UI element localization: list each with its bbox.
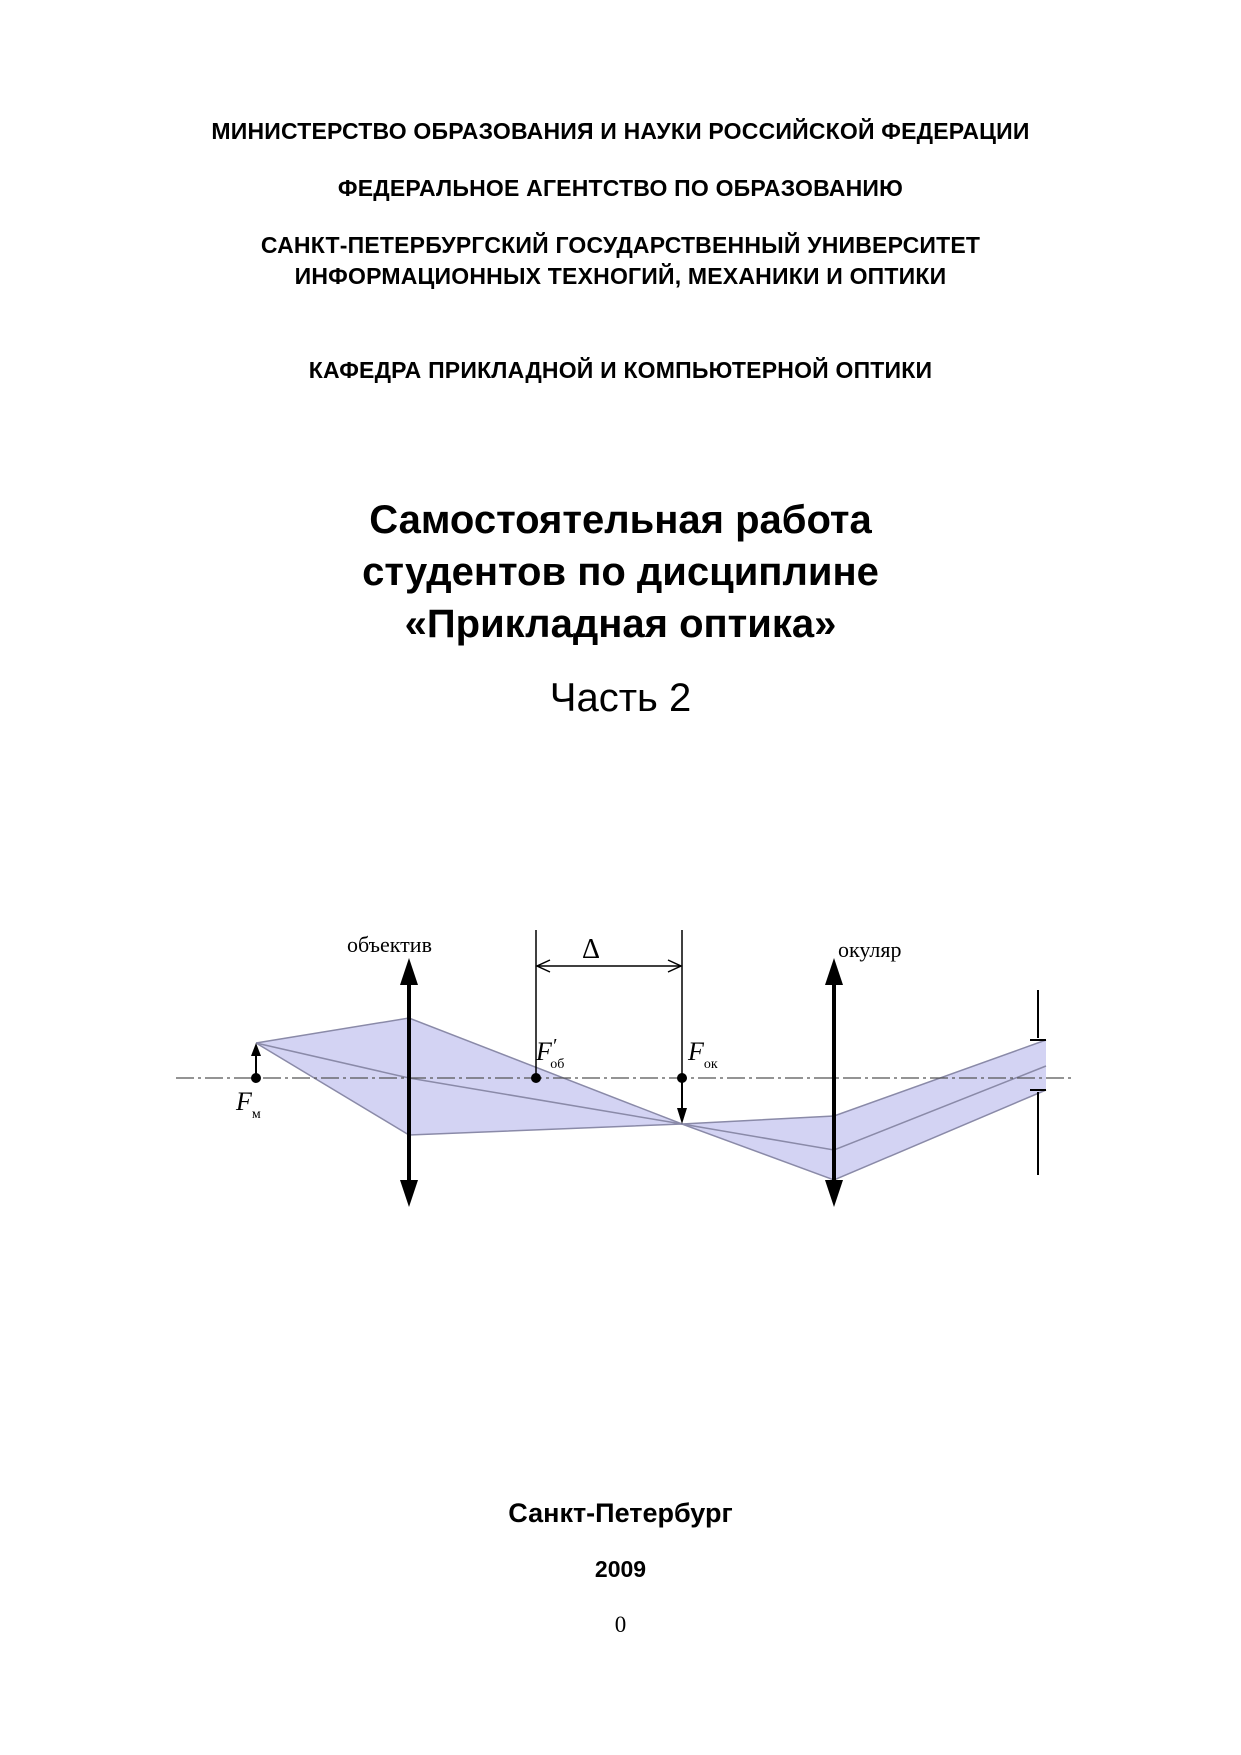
beam-objective-left xyxy=(256,1018,682,1135)
university-header-line2: ИНФОРМАЦИОННЫХ ТЕХНОГИЙ, МЕХАНИКИ И ОПТИКИ xyxy=(294,263,947,289)
object-arrow xyxy=(251,1043,261,1083)
agency-header: ФЕДЕРАЛЬНОЕ АГЕНТСТВО ПО ОБРАЗОВАНИЮ xyxy=(337,175,904,201)
title-line3: «Прикладная оптика» xyxy=(404,602,837,646)
f-m-label: $F_м$ xyxy=(236,1087,261,1122)
objective-label: объектив xyxy=(347,932,432,957)
year-label: 2009 xyxy=(594,1556,647,1582)
delta-dimension xyxy=(536,930,682,1078)
title-line1: Самостоятельная работа xyxy=(369,498,872,542)
beam-eyepiece-exit xyxy=(834,1040,1046,1180)
f-ok-label: $F_{ок}$ xyxy=(688,1037,718,1072)
part-label: Часть 2 xyxy=(549,676,692,720)
department-header: КАФЕДРА ПРИКЛАДНОЙ И КОМПЬЮТЕРНОЙ ОПТИКИ xyxy=(308,357,933,383)
title-line2: студентов по дисциплине xyxy=(362,550,879,594)
delta-label: Δ xyxy=(582,934,601,965)
university-header-line1: САНКТ-ПЕТЕРБУРГСКИЙ ГОСУДАРСТВЕННЫЙ УНИВЕРСИТЕТ xyxy=(260,232,981,258)
eyepiece-label: окуляр xyxy=(838,937,902,962)
beam-eyepiece-converging xyxy=(682,1116,834,1180)
ministry-header: МИНИСТЕРСТВО ОБРАЗОВАНИЯ И НАУКИ РОССИЙСКОЙ ФЕДЕРАЦИИ xyxy=(211,118,1030,144)
page-number: 0 xyxy=(614,1612,627,1637)
f-ob-label: F′ об xyxy=(536,1035,565,1072)
intermediate-image-arrow xyxy=(677,1073,687,1124)
city-label: Санкт-Петербург xyxy=(508,1498,733,1528)
